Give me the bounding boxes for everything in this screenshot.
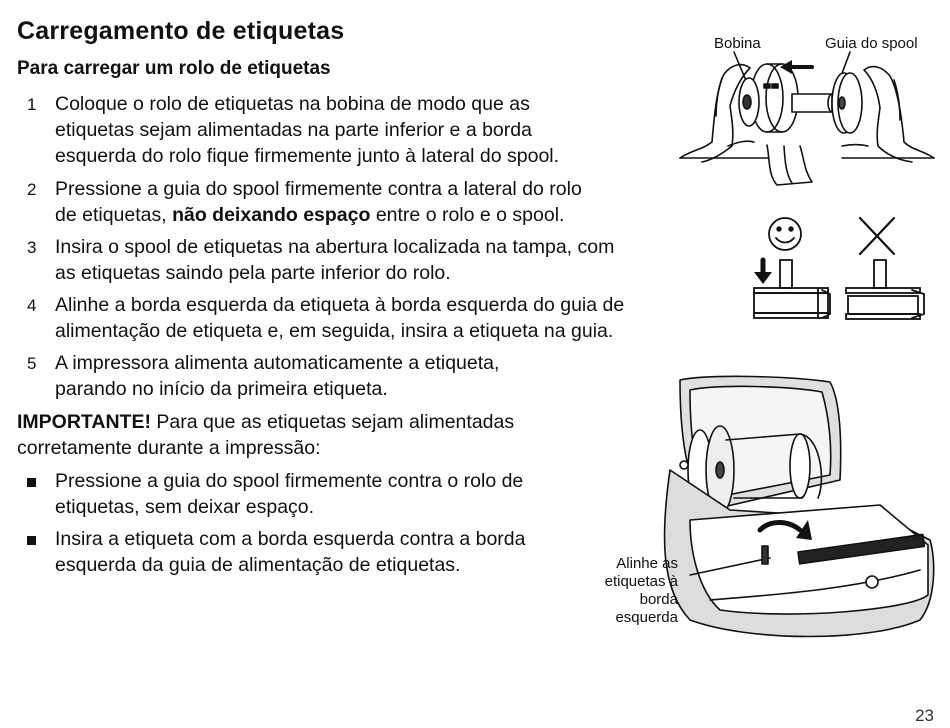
label-align-edge [596,555,678,627]
printer-illustration [650,370,940,650]
cross-icon [860,218,894,254]
label-bobina: Bobina [714,35,761,52]
step-line: Coloque o rolo de etiquetas na bobina de modo que as [55,93,530,115]
step-line: Alinhe a borda esquerda da etiqueta à borda esquerda do guia de [55,294,625,316]
smiley-icon [769,218,801,250]
step-number: 1 [27,95,37,114]
step-text: entre o rolo e o spool. [370,204,565,226]
spool-loading-illustration [672,50,942,190]
label-guia-spool: Guia do spool [825,35,918,52]
step-text: de etiquetas, [55,204,173,226]
important-label: IMPORTANTE! [17,411,151,433]
page-number: 23 [915,706,934,725]
step-line: as etiquetas saindo pela parte inferior do rolo. [55,262,451,284]
bullet-line: etiquetas, sem deixar espaço. [55,496,315,518]
label-line: etiquetas à [604,573,678,590]
page-title: Carregamento de etiquetas [17,17,345,45]
section-subtitle: Para carregar um rolo de etiquetas [17,58,331,79]
step-emphasis: não deixando espaço [172,204,371,226]
step-number: 3 [27,238,37,257]
step-number: 5 [27,354,37,373]
label-line: borda [639,591,678,608]
bullet-square-icon [27,536,36,545]
step-line: Pressione a guia do spool firmemente contra a lateral do rolo [55,178,582,200]
important-text: corretamente durante a impressão: [17,437,321,459]
step-line: alimentação de etiqueta e, em seguida, insira a etiqueta na guia. [55,320,614,342]
bullet-line: esquerda da guia de alimentação de etiquetas. [55,554,461,576]
step-number: 2 [27,180,37,199]
bullet-line: Insira a etiqueta com a borda esquerda contra a borda [55,528,526,550]
label-line: esquerda [615,609,678,626]
important-text: Para que as etiquetas sejam alimentadas [150,411,515,433]
correct-vs-incorrect-illustration [748,210,938,330]
step-number: 4 [27,296,37,315]
step-line: A impressora alimenta automaticamente a etiqueta, [55,352,500,374]
step-line: Insira o spool de etiquetas na abertura localizada na tampa, com [55,236,615,258]
important-note [17,409,514,461]
bullet-line: Pressione a guia do spool firmemente contra o rolo de [55,470,524,492]
bullet-square-icon [27,478,36,487]
step-line: esquerda do rolo fique firmemente junto à lateral do spool. [55,145,560,167]
label-line: Alinhe as [616,555,678,572]
step-line [55,202,582,228]
step-line: parando no início da primeira etiqueta. [55,378,388,400]
step-line: etiquetas sejam alimentadas na parte inferior e a borda [55,119,532,141]
